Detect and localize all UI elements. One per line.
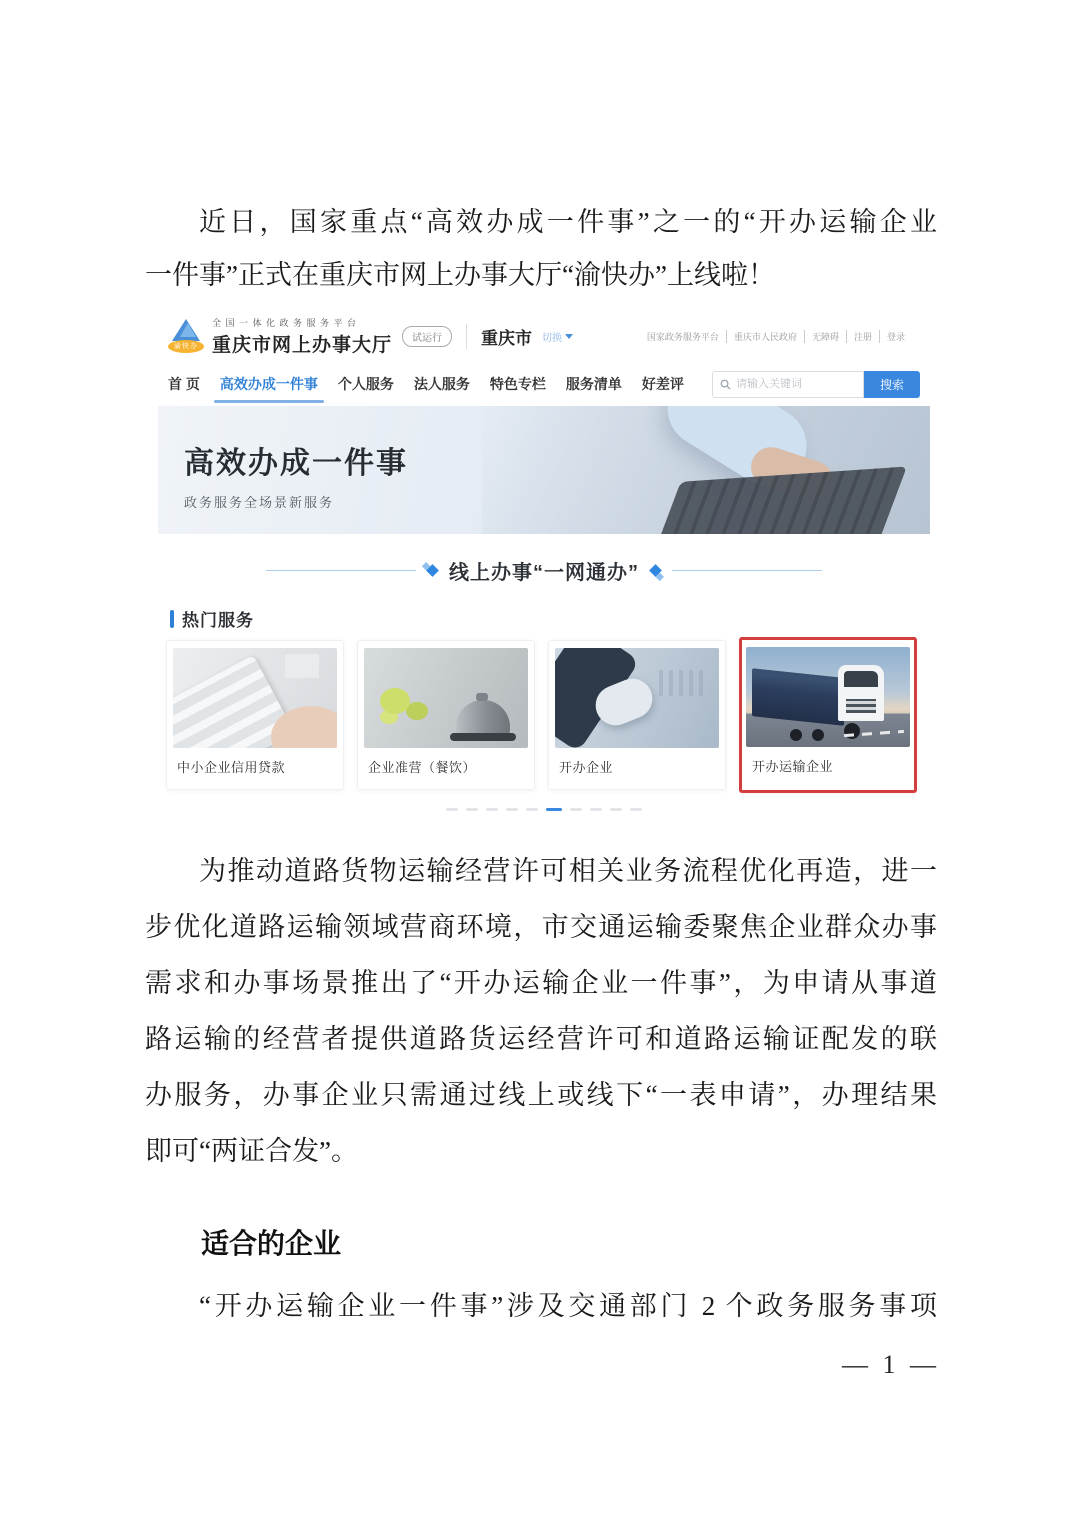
pagination-dash[interactable] bbox=[590, 808, 602, 811]
card-sme-credit-loan[interactable] bbox=[166, 640, 344, 790]
top-link[interactable]: 无障碍 bbox=[805, 330, 847, 343]
house-shape bbox=[285, 654, 319, 678]
pagination-dash[interactable] bbox=[570, 808, 582, 811]
decorative-line bbox=[266, 570, 416, 571]
nav-item-special-column[interactable]: 特色专栏 bbox=[489, 376, 546, 392]
chevron-down-icon bbox=[565, 334, 573, 339]
nav-item-rating[interactable]: 好差评 bbox=[641, 376, 684, 392]
service-cards bbox=[166, 640, 922, 793]
portal-nav bbox=[158, 366, 930, 402]
online-service-section-title bbox=[158, 556, 930, 585]
truck-thumbnail bbox=[746, 647, 910, 747]
calculator-thumbnail bbox=[173, 648, 337, 748]
card-label: 开办企业 bbox=[559, 760, 614, 775]
paragraph-line: 即可“两证合发”。 bbox=[145, 1136, 358, 1166]
switch-label: 切换 bbox=[542, 332, 563, 344]
diamond-icon bbox=[426, 564, 439, 577]
yukuaiban-logo-icon[interactable] bbox=[168, 317, 204, 355]
diamond-icon bbox=[649, 564, 662, 577]
truck-cab-shape bbox=[838, 665, 884, 721]
portal-brand bbox=[212, 316, 392, 357]
site-title: 重庆市网上办事大厅 bbox=[212, 334, 393, 356]
chart-dots-shape bbox=[659, 670, 705, 696]
page-number: — 1 — bbox=[842, 1350, 940, 1379]
search-input[interactable] bbox=[736, 378, 846, 390]
platform-label: 全国一体化政务服务平台 bbox=[212, 317, 361, 328]
paragraph-line: “开办运输企业一件事”涉及交通部门 2 个政务服务事项 bbox=[199, 1291, 937, 1321]
banner-photo bbox=[482, 406, 930, 534]
logo-text: 渝快办 bbox=[168, 340, 204, 353]
card-label: 中小企业信用贷款 bbox=[177, 760, 286, 775]
paragraph-line: 步优化道路运输领域营商环境，市交通运输委聚焦企业群众办事 bbox=[145, 912, 937, 942]
paragraph-line: 为推动道路货物运输经营许可相关业务流程优化再造，进一 bbox=[199, 856, 937, 886]
service-bell-shape bbox=[456, 700, 510, 734]
search-bar bbox=[712, 371, 920, 398]
top-link[interactable]: 国家政务服务平台 bbox=[640, 330, 727, 343]
hot-services-title: 热门服务 bbox=[182, 611, 254, 630]
hot-services-header bbox=[170, 606, 254, 631]
city-selector[interactable] bbox=[466, 324, 573, 349]
banner-subtitle: 政务服务全场景新服务 bbox=[184, 495, 335, 510]
nav-item-service-list[interactable]: 服务清单 bbox=[565, 376, 622, 392]
top-link-register[interactable]: 注册 bbox=[847, 330, 880, 343]
top-links bbox=[640, 330, 912, 343]
pagination-dash[interactable] bbox=[466, 808, 478, 811]
banner-title: 高效办成一件事 bbox=[184, 447, 408, 480]
section-heading: 适合的企业 bbox=[201, 1228, 342, 1259]
card-label: 企业准营（餐饮） bbox=[368, 760, 477, 775]
hero-banner bbox=[158, 406, 930, 534]
paragraph-line: 路运输的经营者提供道路货运经营许可和道路运输证配发的联 bbox=[145, 1024, 937, 1054]
card-restaurant-license[interactable] bbox=[357, 640, 535, 790]
decorative-line bbox=[672, 570, 822, 571]
kitchen-thumbnail bbox=[364, 648, 528, 748]
top-link-login[interactable]: 登录 bbox=[886, 331, 905, 342]
vegetable-shape bbox=[380, 688, 410, 714]
card-label: 开办运输企业 bbox=[752, 759, 834, 774]
paragraph-line: 需求和办事场景推出了“开办运输企业一件事”，为申请从事道 bbox=[145, 968, 937, 998]
card-start-transport-business[interactable] bbox=[739, 637, 917, 793]
pagination-dash[interactable] bbox=[630, 808, 642, 811]
banner-laptop bbox=[653, 466, 907, 534]
nav-item-home[interactable]: 首 页 bbox=[168, 376, 200, 392]
nav-item-personal[interactable]: 个人服务 bbox=[337, 376, 394, 392]
pagination-dash[interactable] bbox=[610, 808, 622, 811]
pagination-dash-active[interactable] bbox=[546, 808, 562, 811]
search-button[interactable]: 搜索 bbox=[864, 371, 920, 398]
body-paragraph bbox=[145, 843, 937, 1179]
section-title-text: 线上办事“一网通办” bbox=[449, 562, 639, 584]
paragraph-line: 近日，国家重点“高效办成一件事”之一的“开办运输企业 bbox=[199, 207, 937, 237]
trial-badge: 试运行 bbox=[402, 326, 452, 347]
carousel-pagination[interactable] bbox=[158, 808, 930, 811]
city-name: 重庆市 bbox=[481, 328, 533, 348]
logo-mountain-shape bbox=[180, 323, 196, 337]
card-start-business[interactable] bbox=[548, 640, 726, 790]
intro-paragraph bbox=[145, 196, 937, 302]
search-icon bbox=[720, 379, 731, 390]
paragraph-line: 办服务，办事企业只需通过线上或线下“一表申请”，办理结果 bbox=[145, 1080, 937, 1110]
pagination-dash[interactable] bbox=[486, 808, 498, 811]
pagination-dash[interactable] bbox=[446, 808, 458, 811]
pagination-dash[interactable] bbox=[526, 808, 538, 811]
pagination-dash[interactable] bbox=[506, 808, 518, 811]
nav-item-legal-person[interactable]: 法人服务 bbox=[413, 376, 470, 392]
top-link[interactable]: 重庆市人民政府 bbox=[727, 330, 805, 343]
switch-city-link[interactable] bbox=[542, 329, 573, 344]
handshake-thumbnail bbox=[555, 648, 719, 748]
nav-item-one-thing[interactable]: 高效办成一件事 bbox=[219, 376, 318, 392]
closing-paragraph bbox=[145, 1278, 937, 1334]
portal-header bbox=[158, 310, 930, 362]
accent-bar bbox=[170, 610, 174, 628]
paragraph-line: 一件事”正式在重庆市网上办事大厅“渝快办”上线啦！ bbox=[145, 260, 775, 290]
search-input-box[interactable] bbox=[712, 371, 864, 398]
truck-trailer-shape bbox=[752, 668, 844, 726]
portal-screenshot bbox=[158, 310, 930, 816]
